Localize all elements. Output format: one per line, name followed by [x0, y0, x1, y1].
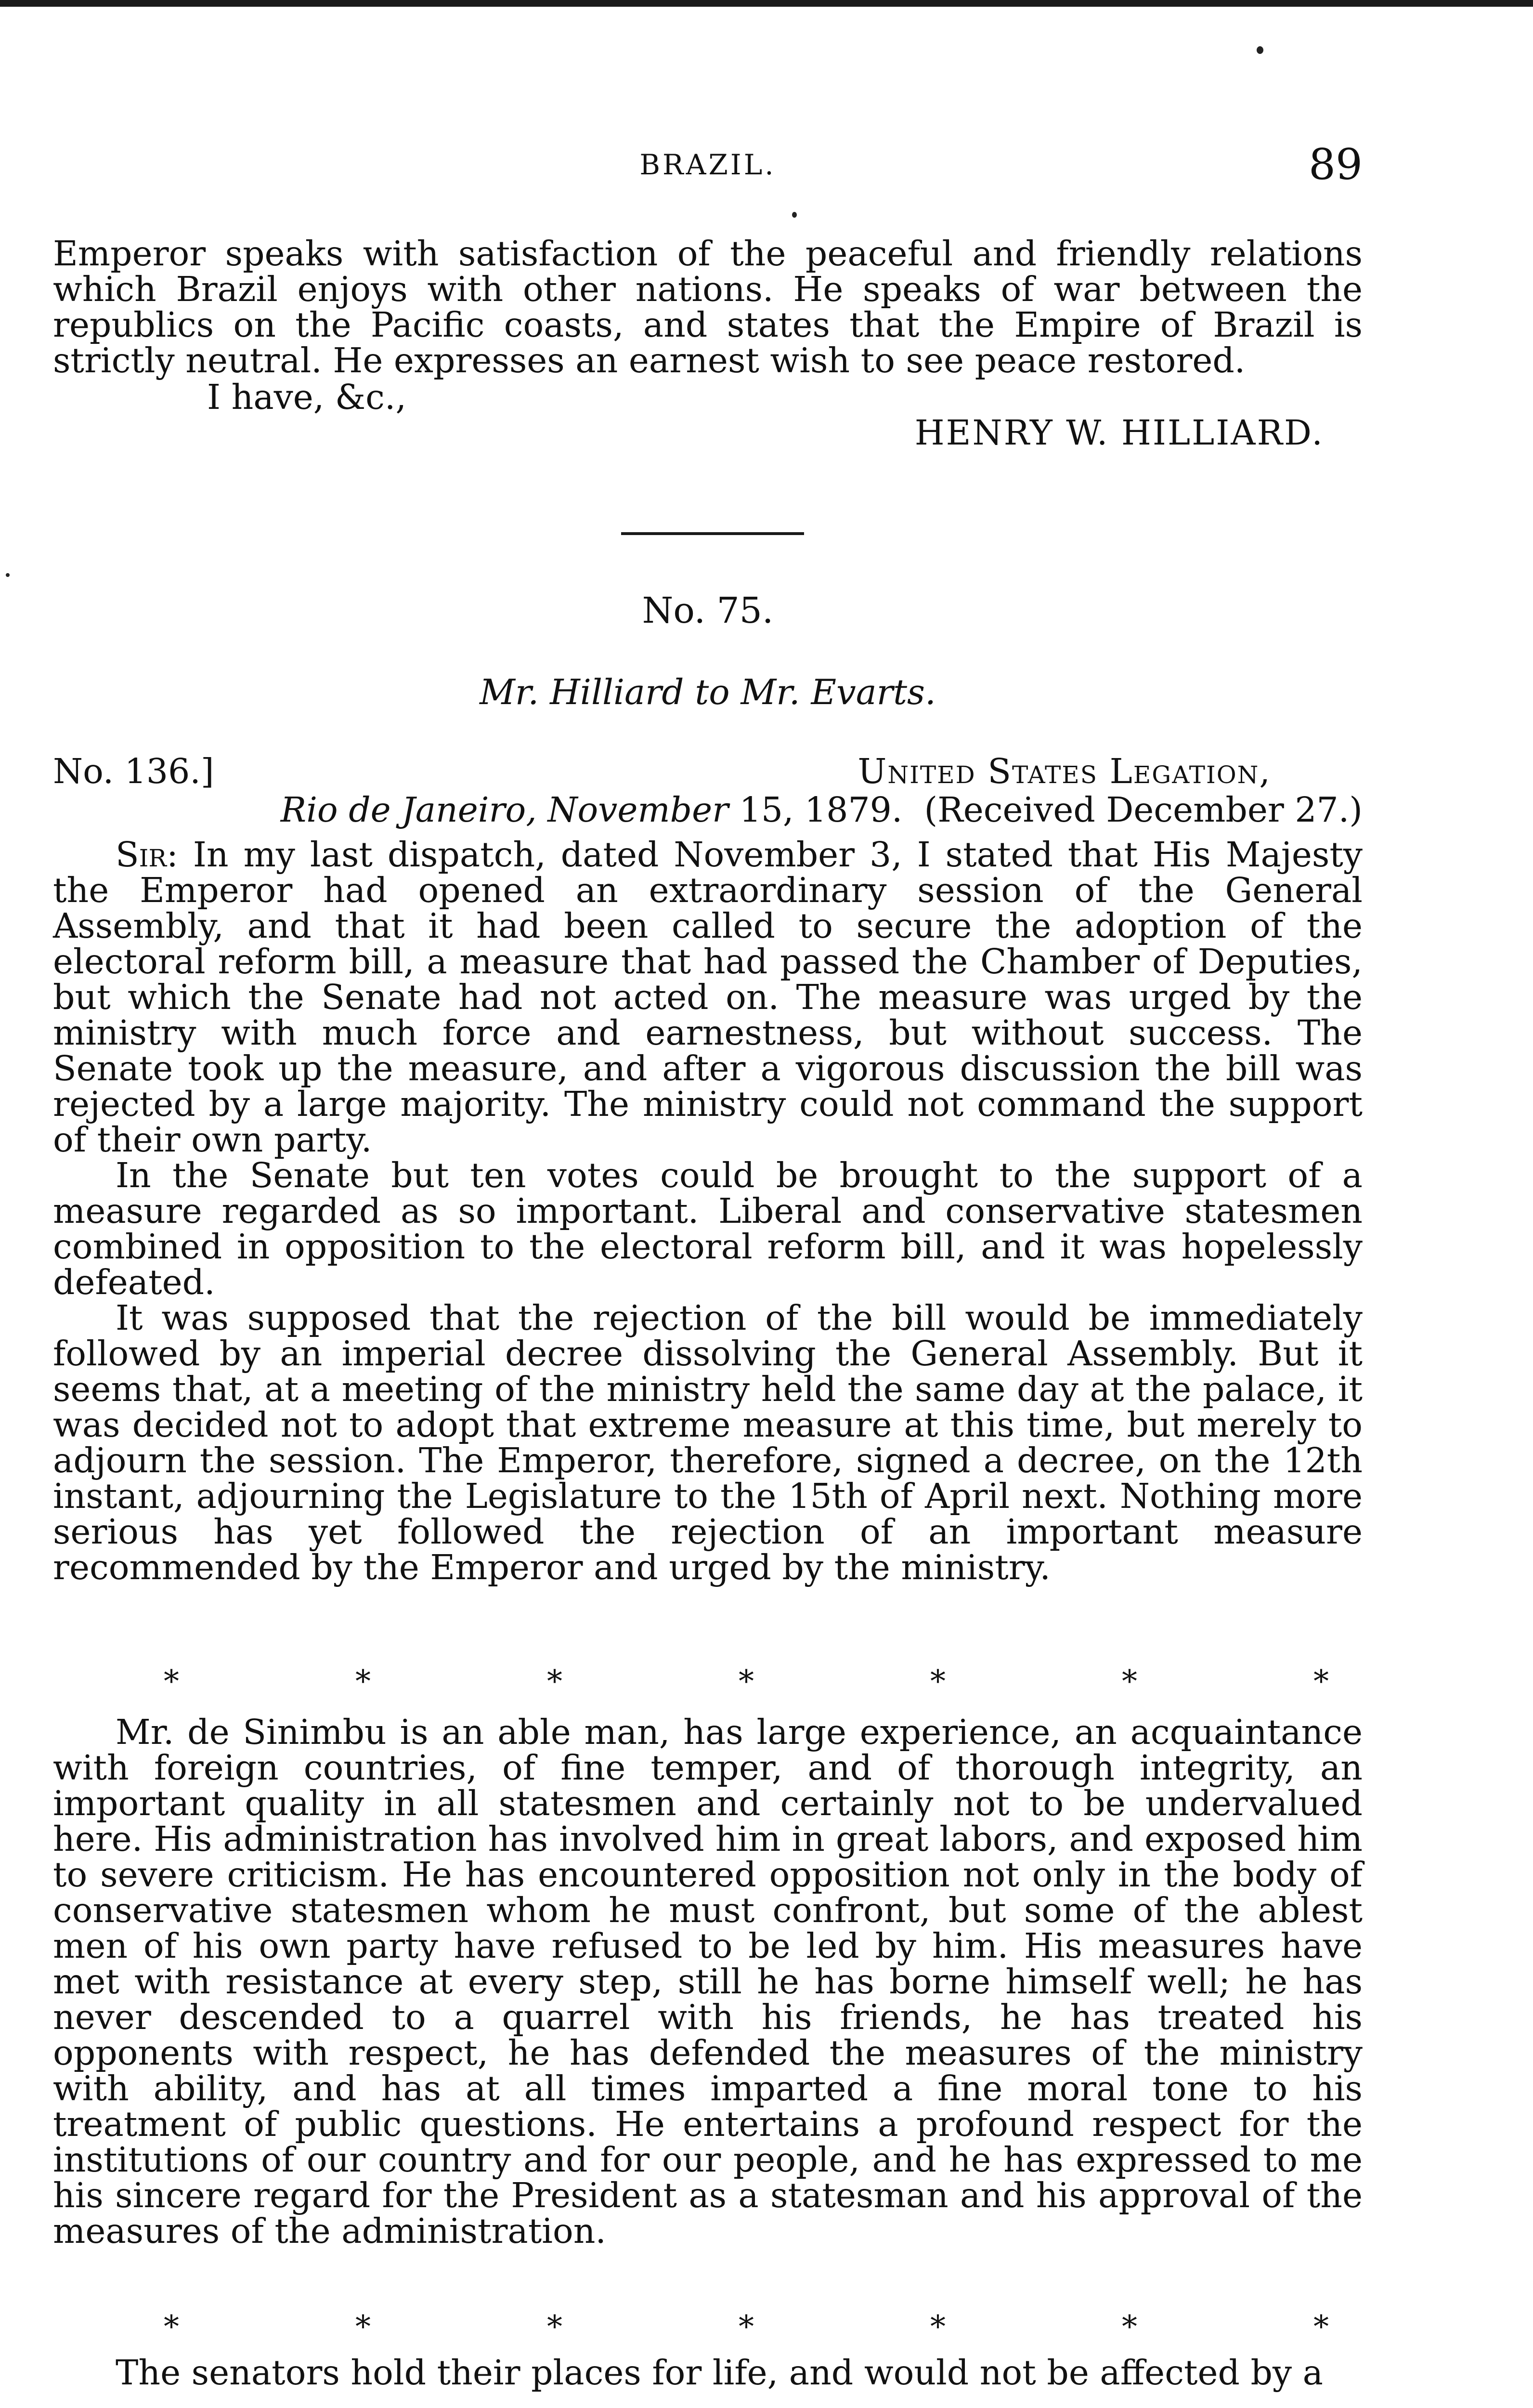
asterisk: *: [1313, 2309, 1329, 2345]
place: Rio de Janeiro,: [280, 790, 537, 830]
asterisk: *: [930, 2309, 946, 2345]
asterisk: *: [355, 1664, 371, 1700]
dispatch-body-part-3: [53, 2355, 1363, 2391]
body-paragraph: In the Senate but ten votes could be brought to the support of a measure regarded as so important. Liberal and conservative statesmen combined in opposition to the electoral reform bill, and it was hopelessly defeated.: [53, 1155, 1363, 1302]
closing-salutation: I have, &c.,: [207, 377, 407, 417]
date-day-year: 15, 1879.: [739, 790, 903, 830]
asterisk-row: [164, 2309, 1329, 2345]
legation-name: United States Legation,: [857, 751, 1271, 791]
dispatch-line: [53, 751, 1363, 790]
date-line: [53, 790, 1363, 828]
asterisk: *: [547, 1664, 562, 1700]
print-speck: [6, 573, 10, 577]
asterisk-row: [164, 1664, 1329, 1700]
asterisk: *: [355, 2309, 371, 2345]
asterisk: *: [739, 2309, 754, 2345]
section-divider: [621, 532, 804, 535]
asterisk: *: [164, 2309, 179, 2345]
asterisk: *: [930, 1664, 946, 1700]
salutation-sir: Sir: [116, 835, 167, 875]
signature: HENRY W. HILLIARD.: [914, 413, 1324, 453]
print-speck: [1257, 46, 1263, 54]
date-month: November: [547, 790, 729, 830]
opening-paragraph-text: Emperor speaks with satisfaction of the peaceful and friendly relations which Brazil enjoys with other nations. He speaks of war between the republics on the Pacific coasts, and states that the Empire of Brazil is strictly neutral. He expresses an earnest wish to see peace restored.: [53, 234, 1363, 380]
page-header: [53, 140, 1363, 202]
dispatch-body-part-1: [53, 837, 1363, 1585]
body-paragraph: Mr. de Sinimbu is an able man, has large experience, an acquaintance with foreign countries, of fine temper, and of thorough integrity, an important quality in all statesmen and certainly not to be undervalued here. His administration has involved him in great labors, and exposed him to severe criticism. He has encountered opposition not only in the body of conservative statesmen whom he must confront, but some of the ablest men of his own party have refused to be led by him. His measures have met with resistance at every step, still he has borne himself well; he has never descended to a quarrel with his friends, he has treated his opponents with respect, he has defended the measures of the ministry with ability, and has at all times imparted a fine moral tone to his treatment of public questions. He entertains a profound respect for the institutions of our country and for our people, and he has expressed to me his sincere regard for the President as a statesman and his approval of the measures of the administration.: [53, 1712, 1363, 2251]
asterisk: *: [1122, 1664, 1137, 1700]
dispatch-body-part-2: [53, 1714, 1363, 2249]
asterisk: *: [739, 1664, 754, 1700]
running-head: BRAZIL.: [639, 148, 776, 181]
body-paragraph-text: : In my last dispatch, dated November 3, I stated that His Majesty the Emperor had opened an extraordinary session of the General Assembly, and that it had been called to secure the adoption of the electoral reform bill, a measure that had passed the Chamber of Deputies, but which the Senate had not acted on. The measure was urged by the ministry with much force and earnestness, but without success. The Senate took up the measure, and after a vigorous discussion the bill was rejected by a large majority. The ministry could not command the support of their own party.: [53, 835, 1363, 1160]
received-date: (Received December 27.): [924, 790, 1363, 830]
print-speck: [792, 212, 797, 218]
body-paragraph: The senators hold their places for life, and would not be affected by a: [116, 2353, 1323, 2393]
page-number: 89: [1309, 140, 1363, 189]
asterisk: *: [164, 1664, 179, 1700]
body-paragraph: [53, 837, 1363, 1158]
asterisk: *: [547, 2309, 562, 2345]
document-number: No. 75.: [642, 590, 774, 631]
document-title: Mr. Hilliard to Mr. Evarts.: [480, 672, 936, 712]
letter-closing: [53, 377, 1363, 453]
top-border-rule: [0, 0, 1533, 7]
asterisk: *: [1313, 1664, 1329, 1700]
dispatch-number: No. 136.]: [53, 751, 214, 791]
asterisk: *: [1122, 2309, 1137, 2345]
opening-paragraph: [53, 236, 1363, 379]
body-paragraph: It was supposed that the rejection of the bill would be immediately followed by an imperial decree dissolving the General Assembly. But it seems that, at a meeting of the ministry held the same day at the palace, it was decided not to adopt that extreme measure at this time, but merely to adjourn the session. The Emperor, therefore, signed a decree, on the 12th instant, adjourning the Legislature to the 15th of April next. Nothing more serious has yet followed the rejection of an important measure recommended by the Emperor and urged by the ministry.: [53, 1298, 1363, 1587]
